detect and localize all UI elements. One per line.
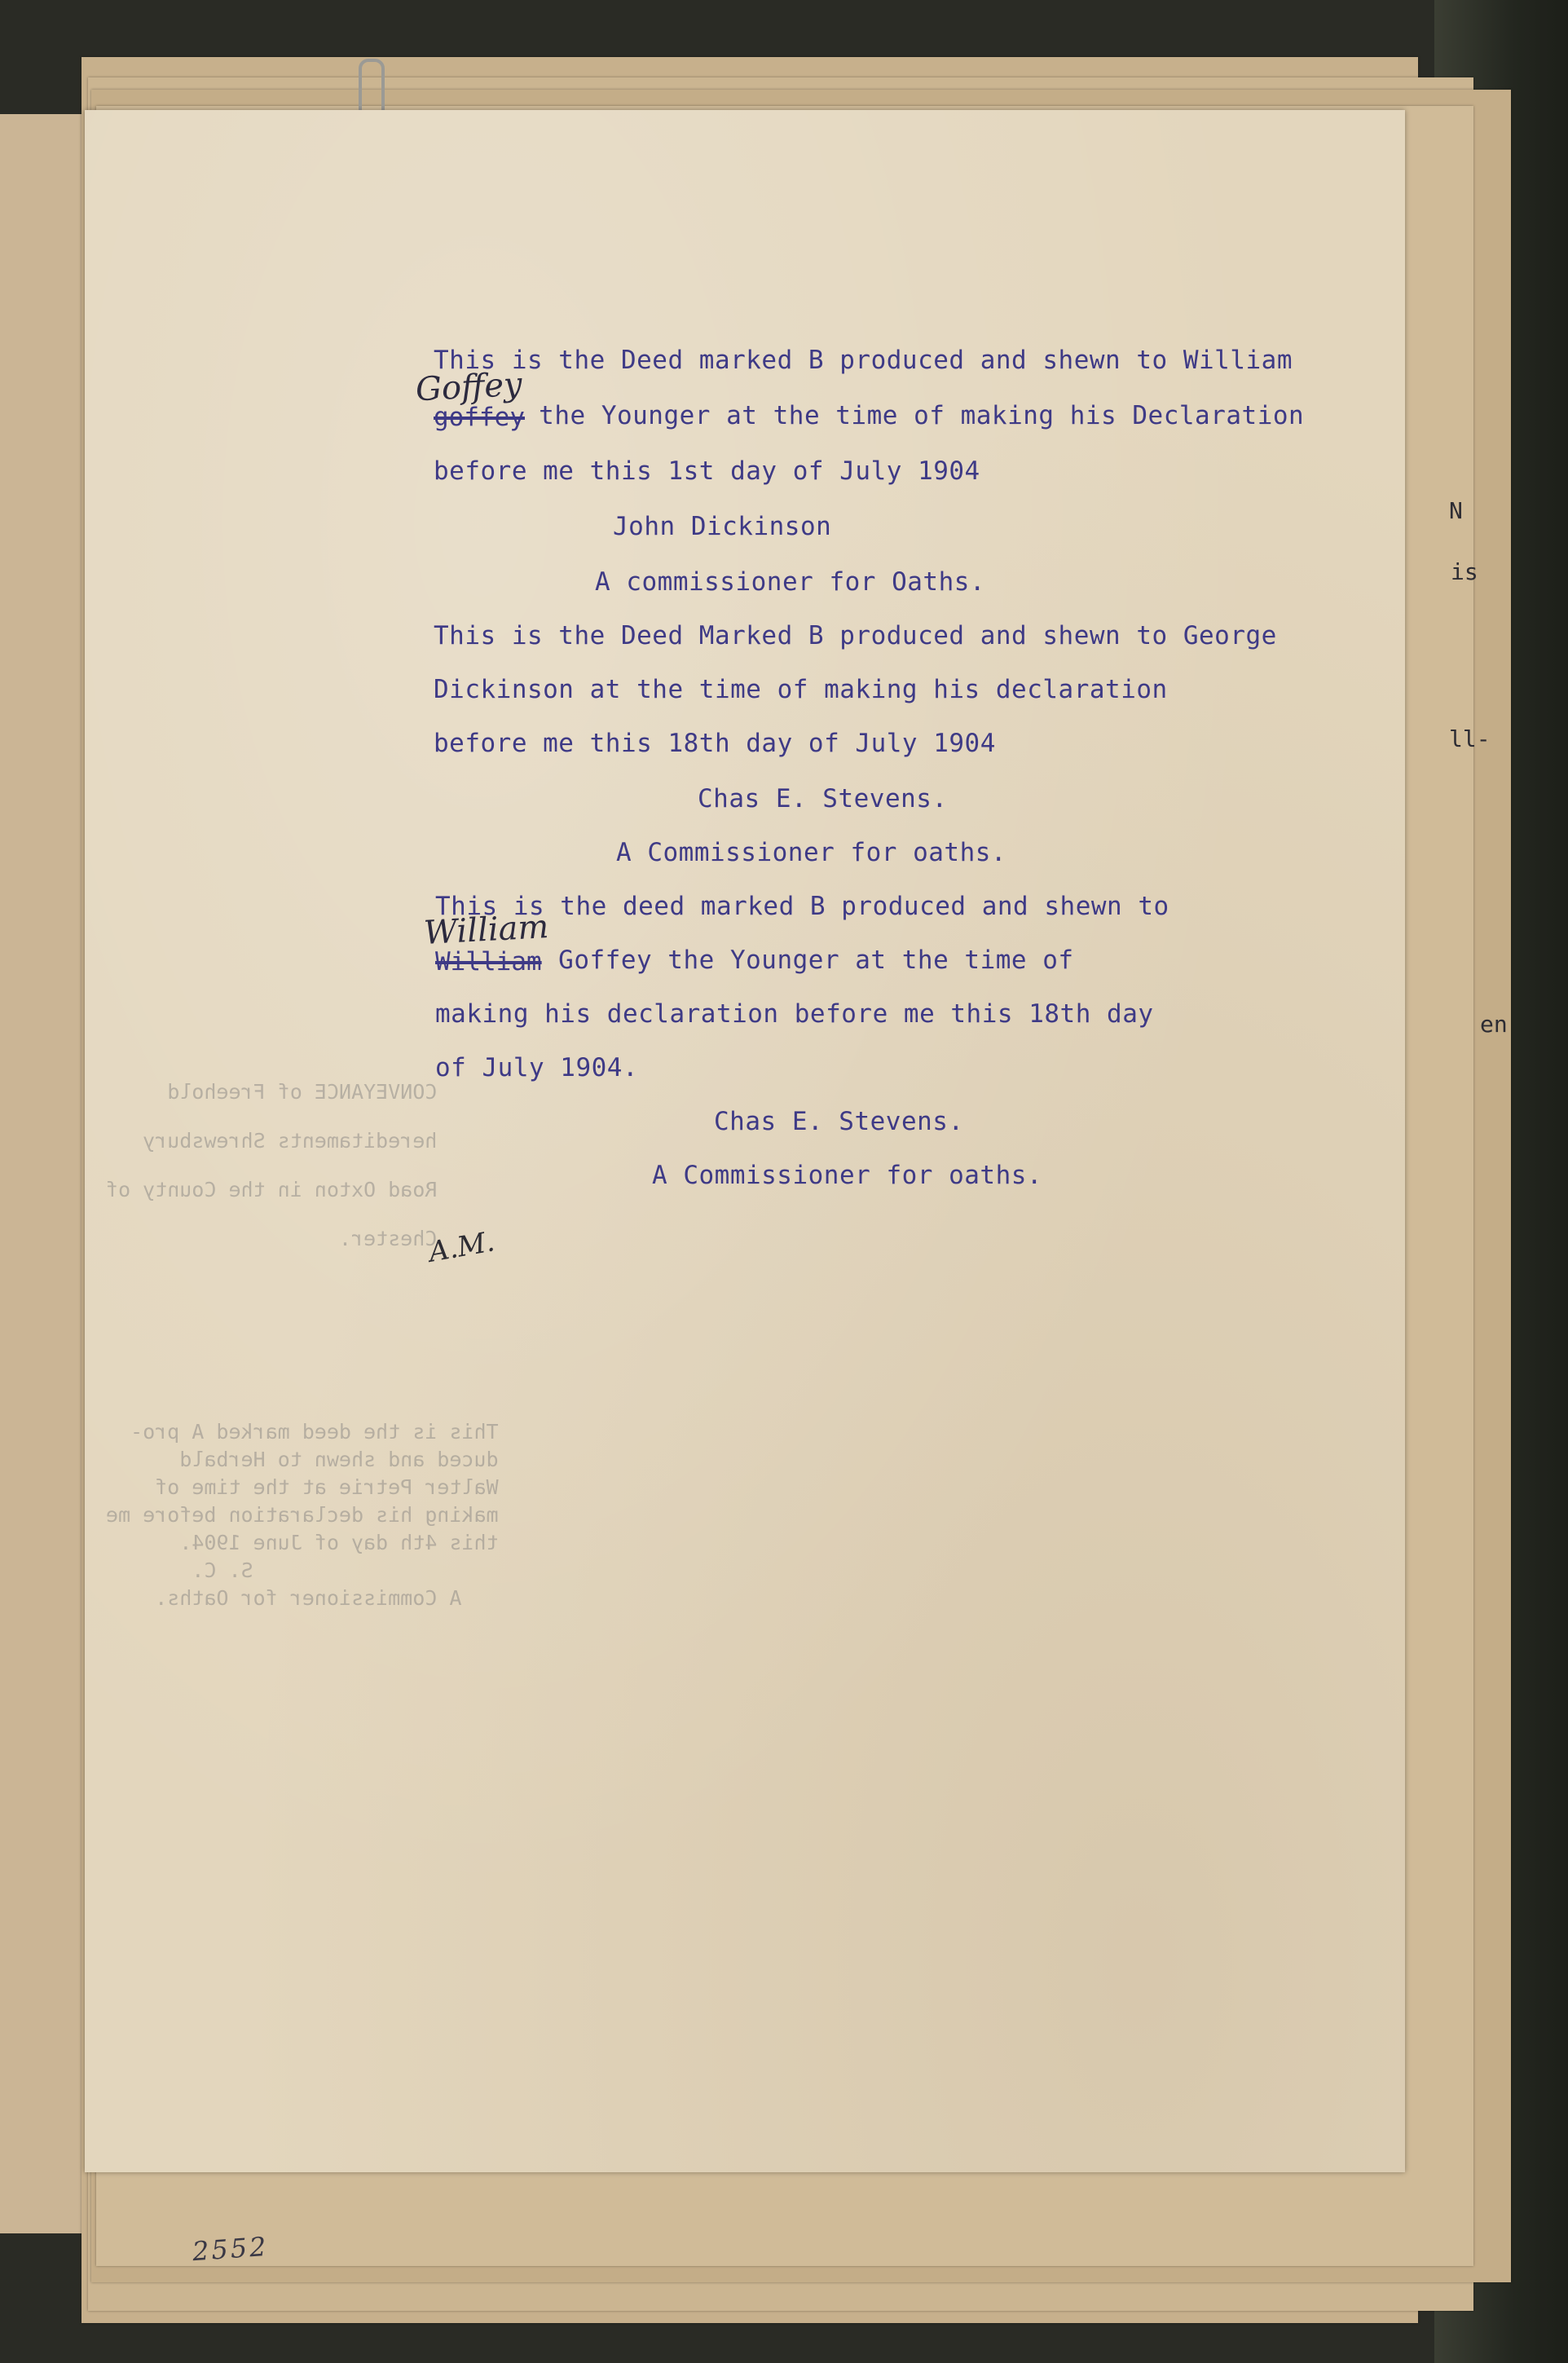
left-page-edge: [0, 114, 85, 2233]
bottom-handwriting: 2552: [191, 2230, 270, 2268]
endorsement-3-line-1: This is the deed marked B produced and shewn to: [435, 892, 1169, 921]
endorsement-2-title: A Commissioner for oaths.: [616, 838, 1007, 867]
margin-fragment-ll: ll-: [1449, 725, 1491, 752]
margin-fragment-en: en: [1480, 1011, 1508, 1038]
show-through-text: This is the deed marked A pro- duced and shewn to Herbald Walter Petrie at the time of making his declaration before me this 4th day of June 1904. S. C. A Commissioner for Oaths.: [106, 1420, 499, 1610]
struck-word-goffey: goffey: [434, 403, 525, 432]
endorsement-1-signature: John Dickinson: [613, 512, 832, 541]
handwritten-correction-goffey: Goffey: [414, 365, 523, 409]
endorsement-2-line-3: before me this 18th day of July 1904: [434, 729, 996, 758]
endorsement-3-line-2: Goffey the Younger at the time of: [543, 946, 1074, 975]
endorsement-3-signature: Chas E. Stevens.: [714, 1107, 964, 1136]
endorsement-1-line-3: before me this 1st day of July 1904: [434, 456, 980, 486]
show-through-text: CONVEYANCE of Freehold hereditaments Shrewsbury Road Oxton in the County of Chester.: [106, 1080, 438, 1250]
endorsement-3-title: A Commissioner for oaths.: [652, 1161, 1043, 1190]
endorsement-3-line-3: making his declaration before me this 18th day: [435, 999, 1154, 1029]
endorsement-1-line-1: This is the Deed marked B produced and shewn to William: [434, 346, 1293, 375]
endorsement-1-title: A commissioner for Oaths.: [595, 567, 986, 597]
margin-fragment-n: N: [1449, 497, 1463, 524]
handwritten-initials: A.M.: [426, 1225, 497, 1269]
struck-word-william: William: [435, 947, 542, 977]
endorsement-2-line-1: This is the Deed Marked B produced and shewn to George: [434, 621, 1277, 650]
margin-fragment-is: is: [1451, 558, 1478, 585]
endorsement-2-line-2: Dickinson at the time of making his declaration: [434, 675, 1168, 704]
endorsement-3-line-4: of July 1904.: [435, 1053, 639, 1082]
handwritten-correction-william: William: [422, 908, 550, 952]
endorsement-2-signature: Chas E. Stevens.: [698, 784, 948, 813]
endorsement-1-line-2: the Younger at the time of making his Declaration: [523, 401, 1305, 430]
